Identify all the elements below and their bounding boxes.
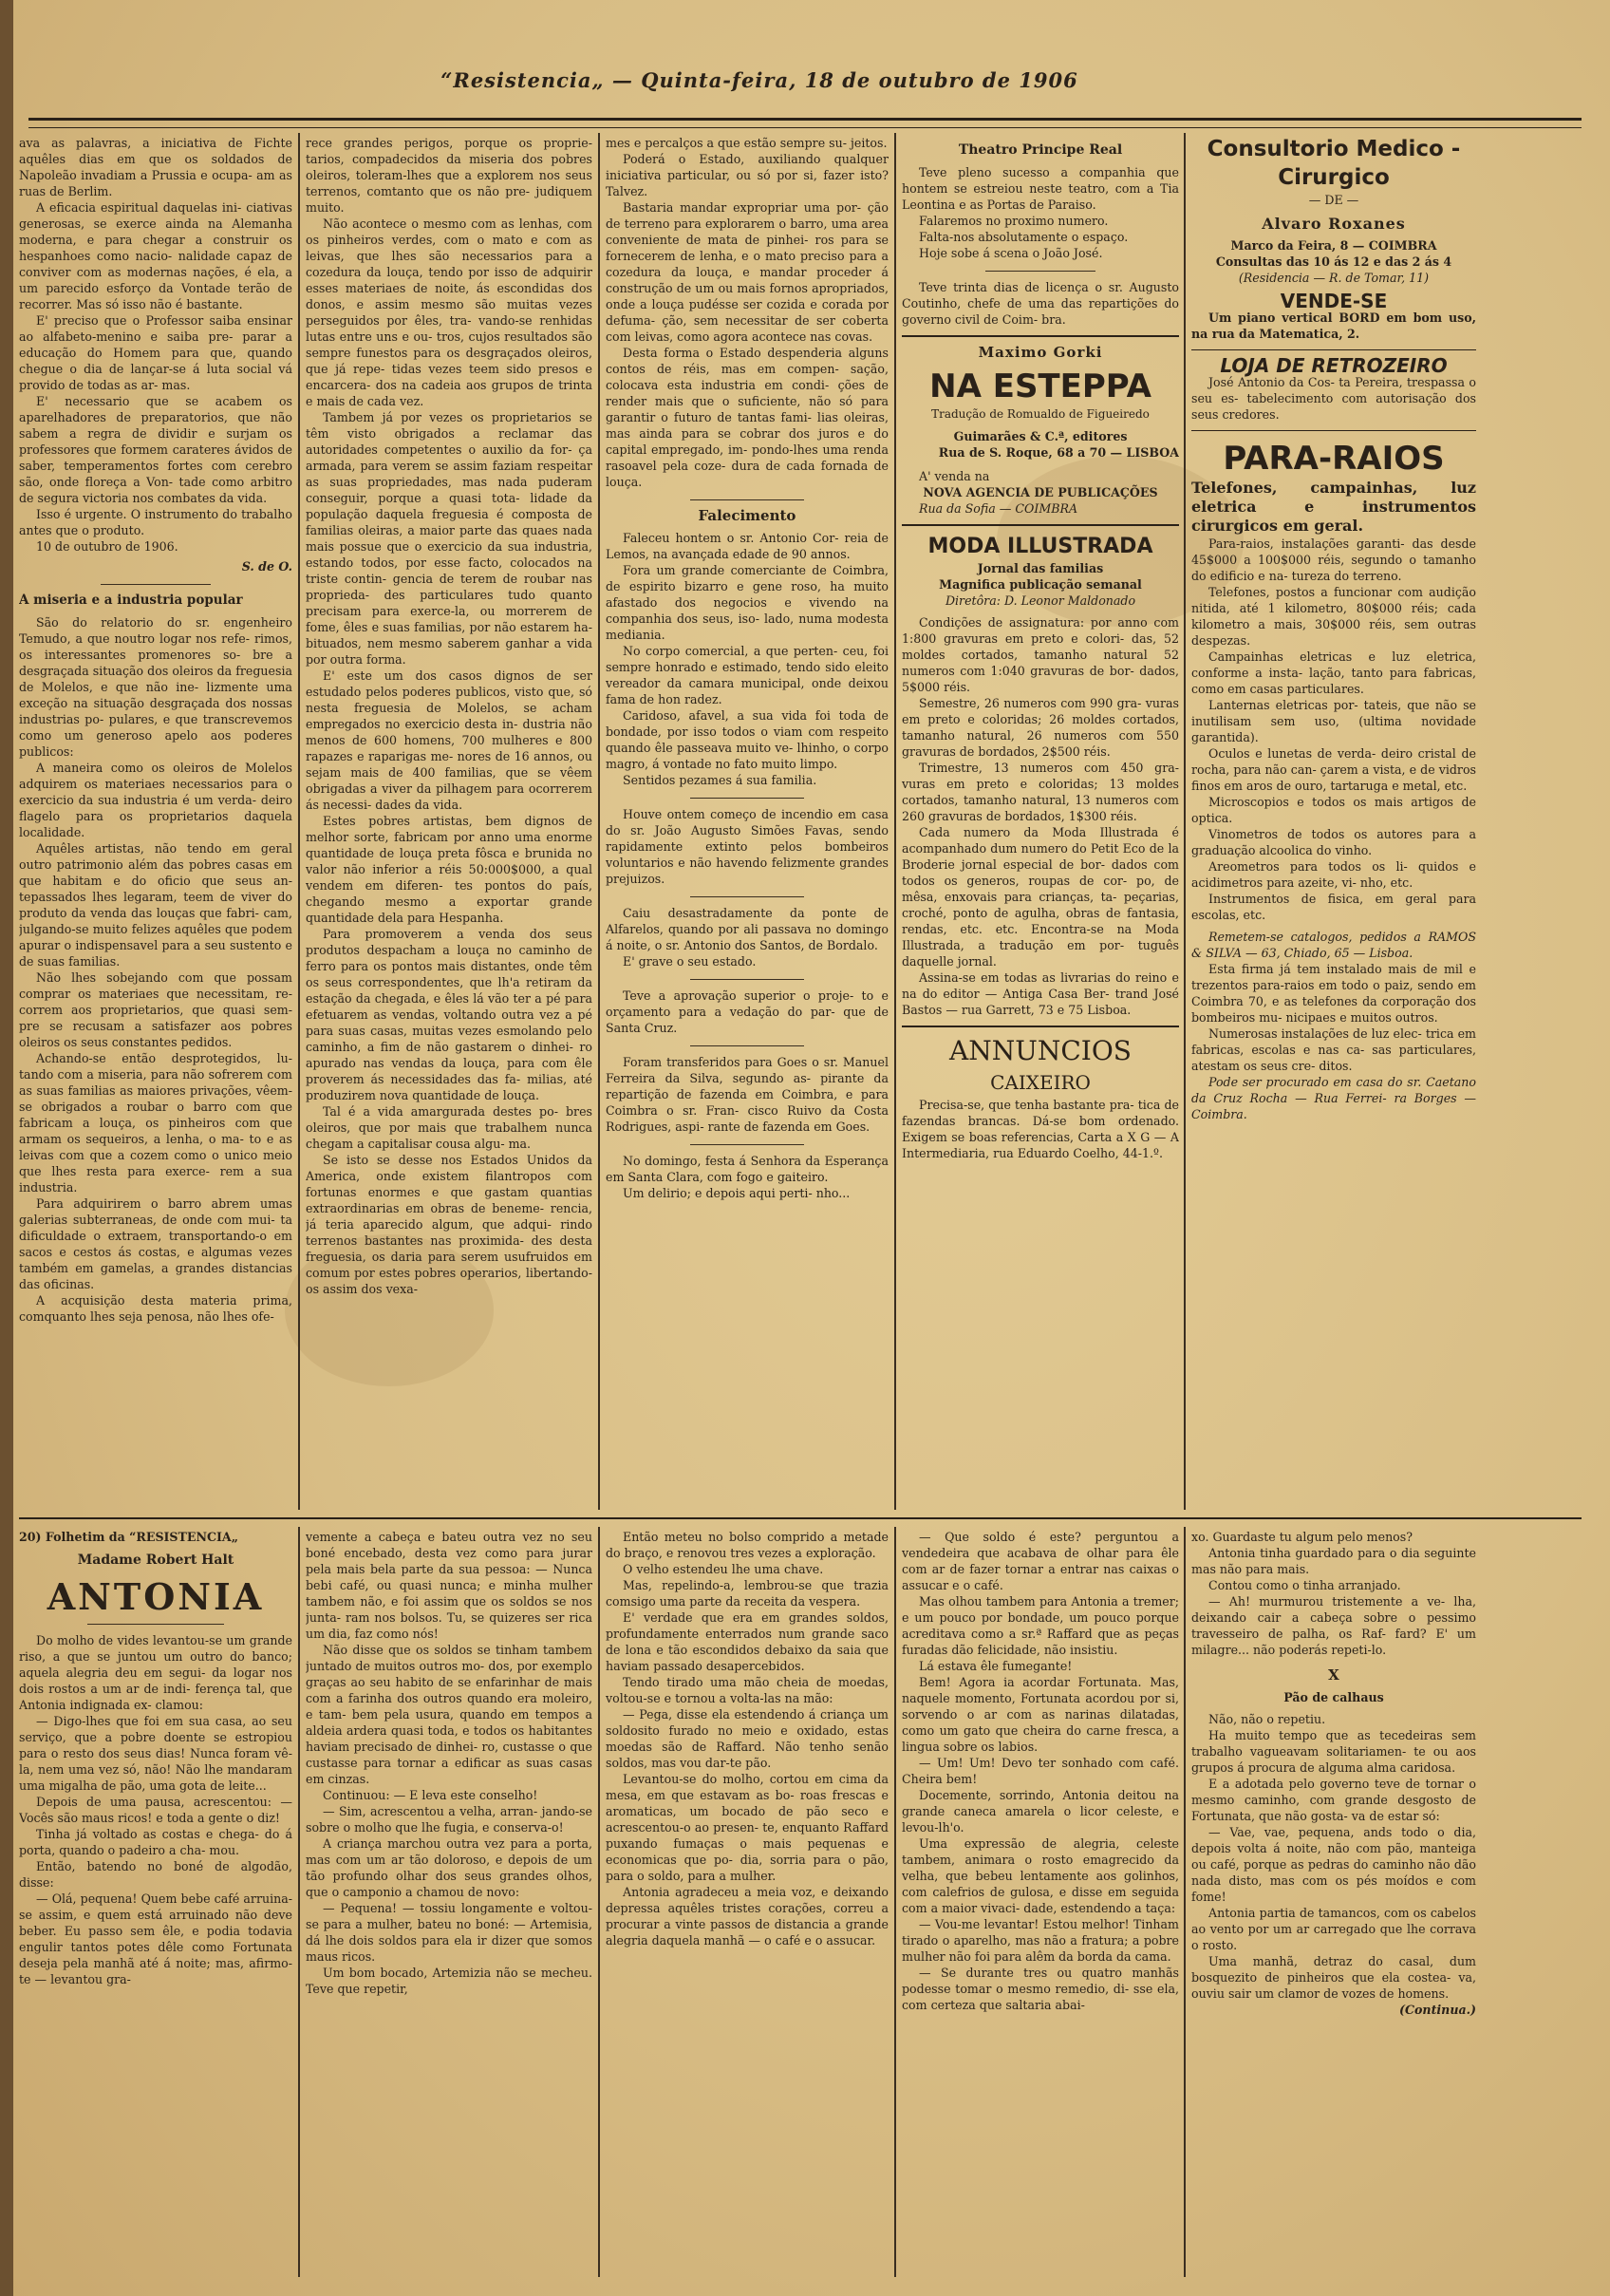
moda-paragraph: Cada numero da Moda Illustrada é acompanhado dum numero do Petit Eco de la Broderie jornal especial de bor- dados com todos os generos, roupas de cor- po, de mêsa, enxovais para crianças, ta- peçarias, croché, ponto de agulha, obras de fantasia, rendas, etc. etc. Encontra-se na Moda Illustrada, a tradução em por- tuguês daquelle jornal. xyxy=(902,825,1179,969)
folhetim-author: Madame Robert Halt xyxy=(77,1553,234,1568)
story-paragraph: Tinha já voltado as costas e chega- do á porta, quando o padeiro a cha- mou. xyxy=(19,1827,292,1857)
story-paragraph: — Digo-lhes que foi em sua casa, ao seu serviço, que a pobre doente se estropiou para o resto dos seus dias! Nunca foram vê-la, nem uma vez só, não! Não lhe mandaram uma migalha de pão, uma gota de leite... xyxy=(19,1714,292,1793)
story-paragraph: Uma expressão de alegria, celeste tambem, animara o rosto emagrecido da velha, que bebeu lentamente aos golinhos, com calefrios de gulosa, e disse em seguida com a maior vivaci- dade, estendendo a taça: xyxy=(902,1836,1179,1915)
article-paragraph: Se isto se desse nos Estados Unidos da America, onde existem filantropos com fortunas enormes e que gastam quantias extraordinarias em obras de beneme- rencia, já teria aparecido algum, que adqui- rindo terrenos bastantes nas proximida- des desta freguesia, os daria para serem usufruidos em comum por estes pobres operarios, libertando-os assim dos vexa- xyxy=(306,1153,592,1296)
sale-heading: VENDE-SE xyxy=(1280,290,1388,312)
article-paragraph: Para promoverem a venda dos seus produtos despacham a louça no caminho de ferro para os pontos mais distantes, onde têm os seus correspondentes, que lh'a retiram da estação da chegada, e êles lá vão ter a pé para efetuarem as vendas, voltando outra vez a pé para suas casas, muitas vezes esmolando pelo caminho, a fim de não gastarem o dinhei- ro apurado nas vendas da louça, para com êle proverem ás necessidades das fa- milias, até produzirem nova quantidade de louça. xyxy=(306,927,592,1102)
story-paragraph: Docemente, sorrindo, Antonia deitou na grande caneca amarela o licor celeste, e levou-lh'o. xyxy=(902,1788,1179,1835)
story-paragraph: Mas olhou tambem para Antonia a tremer; e um pouco por bondade, um pouco porque acreditava como a sr.ª Raffard que as peças furadas dão felicidade, não insistiu. xyxy=(902,1594,1179,1657)
company-text: Esta firma já tem instalado mais de mil e trezentos para-raios em todo o paiz, sendo em Coimbra 70, e as telefones da corporação dos bombeiros mu- nicipaes e muitos outros. xyxy=(1191,962,1476,1025)
article-paragraph: Não lhes sobejando com que possam comprar os materiaes que necessitam, re- correm aos proprietarios, que quasi sem- pre se recusam a satisfazer aos pobres oleiros os seus constantes pedidos. xyxy=(19,970,292,1049)
clinic-hours: Consultas das 10 ás 12 e das 2 ás 4 xyxy=(1215,254,1452,269)
story-paragraph: Contou como o tinha arranjado. xyxy=(1208,1578,1401,1592)
article-paragraph: A eficacia espiritual daquelas ini- ciativas generosas, se exerce ainda na Alemanha moderna, e para chegar a construir os hespanhoes como nacio- nalidade capaz de conviver com as modernas nações, é ela, a um parecido esforço da Vontade terão de recorrer. Mas só isso não é bastante. xyxy=(19,200,292,311)
story-paragraph: Antonia agradeceu a meia voz, e deixando depressa aquêles tristes corações, correu a procurar a vinte passos de distancia a grande alegria daquela manhã — o café e o assucar. xyxy=(606,1885,889,1948)
chapter-title: Pão de calhaus xyxy=(1283,1690,1384,1704)
shop-heading: LOJA DE RETROZEIRO xyxy=(1220,354,1448,377)
clinic-residence: (Residencia — R. de Tomar, 11) xyxy=(1238,271,1430,285)
news-item: E' grave o seu estado. xyxy=(623,954,757,969)
article-paragraph: A maneira como os oleiros de Molelos adquirem os materiaes necessarios para o exercicio da sua industria é um verda- deiro flagelo para os proprietarios daquela localidade. xyxy=(19,761,292,839)
ad-publisher-address: Rua de S. Roque, 68 a 70 — LISBOA xyxy=(938,445,1179,460)
column-rule xyxy=(1184,1527,1186,2277)
article-paragraph: E' este um dos casos dignos de ser estudado pelos poderes publicos, visto que, só nesta freguesia de Molelos, se acham empregados no exercicio desta in- dustria não menos de 600 homens, 700 mulheres e 800 rapazes e raparigas me- nores de 16 annos, ou sejam mais de 400 familias, que se vêem obrigadas a viver da pilhagem para ocorrerem ás necessi- dades da vida. xyxy=(306,668,592,812)
story-paragraph: Continuou: — E leva este conselho! xyxy=(323,1788,538,1802)
article-paragraph: Faleceu hontem o sr. Antonio Cor- reia de Lemos, na avançada edade de 90 annos. xyxy=(606,531,889,561)
folhetim-column-3 xyxy=(606,1529,889,2279)
separator xyxy=(87,1624,224,1625)
story-paragraph: — Vou-me levantar! Estou melhor! Tinham tirado o aparelho, mas não a fratura; a pobre mulher não foi para alêm da borda da cama. xyxy=(902,1917,1179,1964)
ad-publisher: Guimarães & C.ª, editores xyxy=(953,429,1128,443)
story-paragraph: — Pega, disse ela estendendo á criança um soldosito furado no meio e oxidado, estas moedas são de Raffard. Não tenho senão soldos, mas vou dar-te pão. xyxy=(606,1707,889,1770)
folhetim-column-1 xyxy=(19,1529,292,2279)
article-paragraph: Hoje sobe á scena o João José. xyxy=(919,246,1103,260)
masthead-rule xyxy=(28,118,1582,128)
story-paragraph: Mas, repelindo-a, lembrou-se que trazia comsigo uma parte da receita da vespera. xyxy=(606,1578,889,1609)
lightning-rod-subtitle: Telefones, campainhas, luz eletrica e instrumentos cirurgicos em geral. xyxy=(1191,479,1476,535)
story-paragraph: Antonia partia de tamancos, com os cabelos ao vento por um ar carregado que lhe corrava o rosto. xyxy=(1191,1906,1476,1952)
announcements-heading: ANNUNCIOS xyxy=(949,1035,1132,1066)
ad-caixeiro-text: Precisa-se, que tenha bastante pra- tica de fazendas brancas. Dá-se bom ordenado. Exigem se boas referencias, Carta a X G — A Intermediaria, rua Eduardo Coelho, 44-1.º. xyxy=(902,1098,1179,1160)
story-paragraph: Então, batendo no boné de algodão, disse: xyxy=(19,1859,292,1890)
moda-subtitle: Magnifica publicação semanal xyxy=(939,577,1142,592)
story-paragraph: Bem! Agora ia acordar Fortunata. Mas, naquele momento, Fortunata acordou por si, sorvendo o ar com as narinas dilatadas, como um gato que cheira do carne fresca, a lingua sobre os labios. xyxy=(902,1675,1179,1754)
news-item: Um delirio; e depois aqui perti- nho... xyxy=(623,1186,851,1200)
column-rule xyxy=(598,1527,600,2277)
folhetim-label: 20) Folhetim da “RESISTENCIA„ xyxy=(19,1530,238,1544)
article-paragraph: Achando-se então desprotegidos, lu- tando com a miseria, para não sofrerem com as suas familias as maiores privações, vêem-se obrigados a roubar o barro com que fabricam a louça, os pinheiros com que armam os sequeiros, a lenha, o ma- to e as leivas com que a cozem como o unico meio que lhes resta para exerce- rem a sua industria. xyxy=(19,1051,292,1195)
obituary-heading: Falecimento xyxy=(698,507,796,524)
column-3 xyxy=(606,135,889,1512)
clinic-address: Marco da Feira, 8 — COIMBRA xyxy=(1230,238,1437,253)
product-item: Areometros para todos os li- quidos e acidimetros para azeite, vi- nho, etc. xyxy=(1191,859,1476,890)
article-paragraph: Não acontece o mesmo com as lenhas, com os pinheiros verdes, com o mato e com as leivas, que lhes são necessarios para a cozedura da louça, tendo por isso de adquirir esses materiaes de noite, ás escondidas dos donos, e assim mesmo são muitas vezes perseguidos por êles, tra- vando-se renhidas lutas entre uns e ou- tros, cujos resultados são sempre funestos para os desgraçados oleiros, que já repe- tidas vezes teem sido presos e encarcera- dos na cadeia aos grupos de trinta e mais de cada vez. xyxy=(306,216,592,408)
column-4 xyxy=(902,135,1179,1512)
ad-border xyxy=(902,335,1179,337)
lightning-rod-heading: PARA-RAIOS xyxy=(1223,440,1445,478)
article-paragraph: ava as palavras, a iniciativa de Fichte aquêles dias em que os soldados de Napoleão invadiam a Prussia e ocupa- am as ruas de Berlim. xyxy=(19,136,292,198)
sale-text: Um piano vertical BORD em bom uso, na rua da Matematica, 2. xyxy=(1191,311,1476,341)
story-paragraph: Então meteu no bolso comprido a metade do braço, e renovou tres vezes a exploração. xyxy=(606,1530,889,1560)
column-5 xyxy=(1191,135,1476,1512)
separator xyxy=(690,1045,803,1046)
story-paragraph: E a adotada pelo governo teve de tornar o mesmo caminho, com grande desgosto de Fortunata, que não gosta- va de estar só: xyxy=(1191,1777,1476,1823)
article-paragraph: Sentidos pezames á sua familia. xyxy=(623,773,817,787)
folhetim-rule xyxy=(19,1517,1582,1523)
moda-subtitle: Jornal das familias xyxy=(977,561,1104,575)
article-paragraph: Teve pleno sucesso a companhia que hontem se estreiou neste teatro, com a Tia Leontina e as Portas de Paraiso. xyxy=(902,165,1179,212)
folhetim-title: ANTONIA xyxy=(47,1575,265,1618)
product-item: Vinometros de todos os autores para a graduação alcoolica do vinho. xyxy=(1191,827,1476,857)
story-paragraph: vemente a cabeça e bateu outra vez no seu boné encebado, desta vez como para jurar pela mais bela parte da sua pessoa: — Nunca bebi café, ou quasi nunca; e minha mulher tambem não, e foi assim que os soldos se nos junta- ram nos bolsos. Tu, se quizeres ser rica um dia, faz como nós! xyxy=(306,1530,592,1641)
article-paragraph: Falaremos no proximo numero. xyxy=(919,214,1109,228)
story-paragraph: — Pequena! — tossiu longamente e voltou-se para a mulher, bateu no boné: — Artemisia, dá lhe dois soldos para ela ir dizer que somos maus ricos. xyxy=(306,1901,592,1964)
folhetim-column-5 xyxy=(1191,1529,1476,2279)
column-rule xyxy=(894,133,896,1510)
article-paragraph: A acquisição desta materia prima, comquanto lhes seja penosa, não lhes ofe- xyxy=(19,1293,292,1324)
moda-title: MODA ILLUSTRADA xyxy=(927,535,1153,558)
article-heading: A miseria e a industria popular xyxy=(19,593,243,608)
ad-border xyxy=(1191,430,1476,431)
story-paragraph: Lá estava êle fumegante! xyxy=(919,1659,1073,1673)
contact-text: Pode ser procurado em casa do sr. Caetano da Cruz Rocha — Rua Ferrei- ra Borges — Coimbra. xyxy=(1191,1075,1476,1121)
product-item: Telefones, postos a funcionar com audição nitida, até 1 kilometro, 80$000 réis; cada kilometro a mais, 30$000 réis, sem outras despezas. xyxy=(1191,585,1476,648)
chapter-number: X xyxy=(1328,1666,1339,1684)
column-rule xyxy=(298,1527,300,2277)
clinic-title: Consultorio Medico - Cirurgico xyxy=(1207,137,1461,190)
story-paragraph: — Um! Um! Devo ter sonhado com café. Cheira bem! xyxy=(902,1756,1179,1786)
product-item: Lanternas eletricas por- tateis, que não se inutilisam sem uso, (ultima novidade garantida). xyxy=(1191,698,1476,744)
separator xyxy=(690,896,803,897)
company-text: Numerosas instalações de luz elec- trica em fabricas, escolas e nas ca- sas particulares, atestam os seus cre- ditos. xyxy=(1191,1026,1476,1073)
ad-caixeiro-title: CAIXEIRO xyxy=(990,1071,1091,1094)
story-paragraph: Não disse que os soldos se tinham tambem juntado de muitos outros mo- dos, por exemplo graças ao seu habito de se enfarinhar de mais com a farinha dos outros quando era moleiro, e tam- bem pela usura, quando em tempos a aldeia ardera quasi toda, e todos os habitantes haviam precisado de dinhei- ro, custasse o que custasse para tornar a edificar as suas casas em cinzas. xyxy=(306,1643,592,1786)
article-paragraph: Estes pobres artistas, bem dignos de melhor sorte, fabricam por anno uma enorme quantidade de louça preta fôsca e brunida no valor não inferior a réis 50:000$000, a qual vendem em diferen- tes pontos do país, chegando mesmo a exportar grande quantidade dela para Hespanha. xyxy=(306,814,592,925)
folhetim-column-2 xyxy=(306,1529,592,2279)
ad-border xyxy=(1191,349,1476,350)
separator xyxy=(985,271,1096,272)
story-paragraph: Uma manhã, detraz do casal, dum bosquezito de pinheiros que ela costea- va, ouviu sair um clamor de vozes de homens. xyxy=(1191,1954,1476,2001)
news-item: Foram transferidos para Goes o sr. Manuel Ferreira da Silva, segundo as- pirante da repartição de fazenda em Coimbra, e para Coimbra o sr. Fran- cisco Ruivo da Costa Rodrigues, aspi- rante de fazenda em Goes. xyxy=(606,1055,889,1134)
story-paragraph: — Ah! murmurou tristemente a ve- lha, deixando cair a cabeça sobre o pessimo travesseiro de palha, os Raf- fard? E' um milagre... não poderás repeti-lo. xyxy=(1191,1594,1476,1657)
column-1 xyxy=(19,135,292,1512)
story-paragraph: Não, não o repetiu. xyxy=(1208,1712,1326,1726)
column-rule xyxy=(894,1527,896,2277)
catalogue-text: Remetem-se catalogos, pedidos a RAMOS & SILVA — 63, Chiado, 65 — Lisboa. xyxy=(1191,930,1476,960)
separator xyxy=(690,499,803,500)
clinic-de: — DE — xyxy=(1308,193,1359,207)
story-paragraph: Um bom bocado, Artemizia não se mecheu. Teve que repetir, xyxy=(306,1966,592,1996)
column-rule xyxy=(598,133,600,1510)
story-paragraph: xo. Guardaste tu algum pelo menos? xyxy=(1191,1530,1413,1544)
binding-edge xyxy=(0,0,13,2296)
news-item: Houve ontem começo de incendio em casa do sr. João Augusto Simões Favas, sendo rapidamente extinto pelos bombeiros voluntarios e não havendo felizmente grandes prejuizos. xyxy=(606,807,889,886)
masthead: “Resistencia„ — Quinta-feira, 18 de outubro de 1906 xyxy=(440,68,1078,92)
article-paragraph: Falta-nos absolutamente o espaço. xyxy=(919,230,1129,244)
clinic-doctor: Alvaro Roxanes xyxy=(1262,215,1406,233)
moda-paragraph: Semestre, 26 numeros com 990 gra- vuras em preto e coloridas; 26 moldes cortados, tamanho natural, 26 numeros com 550 gravuras de bordados, 2$500 réis. xyxy=(902,696,1179,759)
news-item: Teve a aprovação superior o proje- to e orçamento para a vedação do par- que de Santa Cruz. xyxy=(606,988,889,1035)
story-paragraph: Tendo tirado uma mão cheia de moedas, voltou-se e tornou a volta-las na mão: xyxy=(606,1675,889,1705)
column-rule xyxy=(1184,133,1186,1510)
article-paragraph: Isso é urgente. O instrumento do trabalho antes que o produto. xyxy=(19,507,292,537)
news-item: Caiu desastradamente da ponte de Alfarelos, quando por ali passava no domingo á noite, o sr. Antonio dos Santos, de Bordalo. xyxy=(606,906,889,952)
article-paragraph: Bastaria mandar expropriar uma por- ção de terreno para explorarem o barro, uma area conveniente de mata de pinhei- ros para se fornecerem de lenha, e o mato preciso para a cozedura da louça, e mandar proceder á construção de um ou mais fornos apropriados, onde a louça pudésse ser cozida e corada por defuma- ção, sem necessitar de ser coberta com leivas, como agora acontece nas covas. xyxy=(606,200,889,344)
column-2 xyxy=(306,135,592,1512)
ad-border xyxy=(902,524,1179,526)
article-paragraph: Tal é a vida amargurada destes po- bres oleiros, que por mais que trabalhem nunca chegam a capitalisar cousa algu- ma. xyxy=(306,1104,592,1151)
moda-paragraph: Trimestre, 13 numeros com 450 gra- vuras em preto e coloridas; 13 moldes cortados, tamanho natural, 13 numeros com 260 gravuras de bordados, 1$300 réis. xyxy=(902,761,1179,823)
column-rule xyxy=(298,133,300,1510)
folhetim-column-4 xyxy=(902,1529,1179,2279)
article-paragraph: Caridoso, afavel, a sua vida foi toda de bondade, por isso todos o viam com respeito quando êle passeava muito ve- lhinho, o corpo magro, á vontade no fato muito limpo. xyxy=(606,708,889,771)
story-paragraph: A criança marchou outra vez para a porta, mas com um ar tão doloroso, e depois de um tão profundo olhar dos seus grandes olhos, que o camponio a chamou de novo: xyxy=(306,1836,592,1899)
article-paragraph: Para adquirirem o barro abrem umas galerias subterraneas, de onde com mui- ta dificuldade o extraem, transportando-o em sacos e cestos ás costas, e algumas vezes também em gamelas, a grandes distancias das oficinas. xyxy=(19,1196,292,1291)
article-paragraph: rece grandes perigos, porque os proprie- tarios, compadecidos da miseria dos pobres oleiros, toleram-lhes que a explorem nos seus terrenos, comtanto que os não pre- judiquem muito. xyxy=(306,136,592,215)
ad-agency-address: Rua da Sofia — COIMBRA xyxy=(919,501,1078,516)
story-paragraph: Ha muito tempo que as tecedeiras sem trabalho vagueavam solitariamen- te ou aos grupos á procura de alguma alma caridosa. xyxy=(1191,1728,1476,1775)
separator xyxy=(101,584,210,585)
article-paragraph: Aquêles artistas, não tendo em geral outro patrimonio além das pobres casas em que habitam e do oficio que seus an- tepassados lhes legaram, teem de viver do produto da venda das louças que fabri- cam, julgando-se muito felizes aquêles que podem apurar o indispensavel para a seu sustento e de suas familias. xyxy=(19,841,292,969)
article-paragraph: Tambem já por vezes os proprietarios se têm visto obrigados a reclamar das autoridades competentes o auxilio da for- ça armada, para verem se assim faziam respeitar as suas propriedades, mas nada puderam conseguir, porque a quasi tota- lidade da população daquela freguesia é composta de familias oleiras, a maior parte das quaes nada mais possue que o exercicio da sua industria, estando todos, por esse facto, colocados na triste contin- gencia de terem de roubar nas proprieda- des particulares tudo quanto precisam para exerce-la, ou morrerem de fome, êles e suas familias, por não estarem ha- bituados, nem mesmo saberem ganhar a vida por outra forma. xyxy=(306,410,592,667)
separator xyxy=(690,798,803,799)
story-paragraph: — Vae, vae, pequena, ands todo o dia, depois volta á noite, não com pão, manteiga ou café, porque as pedras do caminho não dão nada disto, mas com os pés moídos e com fome! xyxy=(1191,1825,1476,1904)
story-paragraph: Depois de uma pausa, acrescentou: — Vocês são maus ricos! e toda a gente o diz! xyxy=(19,1795,292,1825)
product-item: Microscopios e todos os mais artigos de optica. xyxy=(1191,795,1476,825)
story-paragraph: — Que soldo é este? perguntou a vendedeira que acabava de olhar para êle com ar de fazer tornar a entrar nas caixas o assucar e o café. xyxy=(902,1530,1179,1592)
story-paragraph: E' verdade que era em grandes soldos, profundamente enterrados num grande saco de lona e tão escondidos debaixo da saia que haviam passado desapercebidos. xyxy=(606,1610,889,1673)
ad-translator: Tradução de Romualdo de Figueiredo xyxy=(931,407,1150,421)
article-paragraph: mes e percalços a que estão sempre su- jeitos. xyxy=(606,136,888,150)
story-paragraph: Do molho de vides levantou-se um grande riso, a que se juntou um outro do banco; aquela alegria deu em segui- da logar nos dois rostos a um ar de indi- ferença tal, que Antonia indignada ex- clamou: xyxy=(19,1633,292,1712)
article-paragraph: São do relatorio do sr. engenheiro Temudo, a que noutro logar nos refe- rimos, os interessantes promenores so- bre a desgraçada situação dos oleiros da freguesia de Molelos, e que não ine- lizmente uma exceção na situação desgraçada dos nossas industrias po- pulares, e que transcrevemos como um generoso apelo aos poderes publicos: xyxy=(19,615,292,759)
ad-sale: A' venda na xyxy=(919,469,990,483)
article-paragraph: No corpo comercial, a que perten- ceu, foi sempre honrado e estimado, tendo sido eleito vereador da camara municipal, onde deixou fama de hon radez. xyxy=(606,644,889,706)
news-item: No domingo, festa á Senhora da Esperança em Santa Clara, com fogo e gaiteiro. xyxy=(606,1154,889,1184)
theatre-heading: Theatro Principe Real xyxy=(958,142,1123,158)
product-item: Campainhas eletricas e luz eletrica, conforme a insta- lação, tanto para fabricas, como em casas particulares. xyxy=(1191,649,1476,696)
moda-director: Diretôra: D. Leonor Maldonado xyxy=(945,593,1136,608)
article-paragraph: Desta forma o Estado despenderia alguns contos de réis, mas em compen- sação, colocava esta industria em condi- ções de render mais que o suficiente, não só para garantir o futuro de tantas fami- lias oleiras, mas ainda para se cobrar dos juros e do capital empregado, im- pondo-lhes uma renda rasoavel pela coze- dura de cada fornada de louça. xyxy=(606,346,889,489)
product-item: Oculos e lunetas de verda- deiro cristal de rocha, para não can- çarem a vista, e de vidros finos em aros de ouro, tartaruga e metal, etc. xyxy=(1191,746,1476,793)
moda-paragraph: Condições de assignatura: por anno com 1:800 gravuras em preto e colori- das, 52 moldes cortados, tamanho natural 52 numeros com 1:040 gravuras de bor- dados, 5$000 réis. xyxy=(902,615,1179,694)
story-paragraph: O velho estendeu lhe uma chave. xyxy=(623,1562,824,1576)
article-signature: S. de O. xyxy=(241,559,292,574)
story-paragraph: Levantou-se do molho, cortou em cima da mesa, em que estavam as bo- roas frescas e aromaticas, um bocado de pão seco e acrescentou-o ao presen- te, enquanto Raffard puxando fumaças o mais pequenas e economicas que po- dia, sorria para o pão, para o soldo, para a mulher. xyxy=(606,1772,889,1883)
ad-author: Maximo Gorki xyxy=(978,344,1103,361)
ad-agency: NOVA AGENCIA DE PUBLICAÇÕES xyxy=(923,485,1158,499)
separator xyxy=(690,1144,803,1145)
continued-note: (Continua.) xyxy=(1399,2003,1476,2017)
product-item: Instrumentos de fisica, em geral para escolas, etc. xyxy=(1191,892,1476,922)
shop-text: José Antonio da Cos- ta Pereira, trespassa o seu es- tabelecimento com autorisação dos seus credores. xyxy=(1191,375,1476,422)
article-paragraph: Poderá o Estado, auxiliando qualquer iniciativa particular, ou só por si, fazer isto? Talvez. xyxy=(606,152,889,198)
article-paragraph: E' preciso que o Professor saiba ensinar ao alfabeto-menino e saiba pre- parar a educação do Homem para que, quando chegue o dia de lançar-se á luta social vá provido de todas as ar- mas. xyxy=(19,313,292,392)
story-paragraph: — Olá, pequena! Quem bebe café arruina-se assim, e quem está arruinado não deve beber. Eu passo sem êle, e podia todavia engulir tantos potes dêle como Fortunata deseja pela manhã até á noite; mas, afirmo-te — levantou gra- xyxy=(19,1891,292,1986)
ad-book-title: NA ESTEPPA xyxy=(929,367,1151,405)
moda-paragraph: Assina-se em todas as livrarias do reino e na do editor — Antiga Casa Ber- trand José Bastos — rua Garrett, 73 e 75 Lisboa. xyxy=(902,970,1179,1017)
story-paragraph: — Sim, acrescentou a velha, arran- jando-se sobre o molho que lhe fugia, e conserva-o! xyxy=(306,1804,592,1835)
article-paragraph: Fora um grande comerciante de Coimbra, de espirito bizarro e gene roso, ha muito afastado dos negocios e vivendo na companhia dos seus, iso- lado, numa modesta mediania. xyxy=(606,563,889,642)
story-paragraph: Antonia tinha guardado para o dia seguinte mas não para mais. xyxy=(1191,1546,1476,1576)
story-paragraph: — Se durante tres ou quatro manhãs podesse tomar o mesmo remedio, di- sse ela, com certeza que saltaria abai- xyxy=(902,1966,1179,2012)
product-item: Para-raios, instalações garanti- das desde 45$000 a 100$000 réis, segundo o tamanho do edificio e na- tureza do terreno. xyxy=(1191,536,1476,583)
ad-border xyxy=(902,1026,1179,1027)
separator xyxy=(690,979,803,980)
article-date: 10 de outubro de 1906. xyxy=(36,539,178,554)
article-paragraph: E' necessario que se acabem os aparelhadores de preparatorios, que não sabem a regra de dividir e surjam os professores que formem carateres ávidos de saber, temperamentos fortes com cerebro são, onde floreça a Von- tade como arbitro de segura victoria nos combates da vida. xyxy=(19,394,292,505)
news-item: Teve trinta dias de licença o sr. Augusto Coutinho, chefe de uma das repartições do governo civil de Coim- bra. xyxy=(902,280,1179,327)
